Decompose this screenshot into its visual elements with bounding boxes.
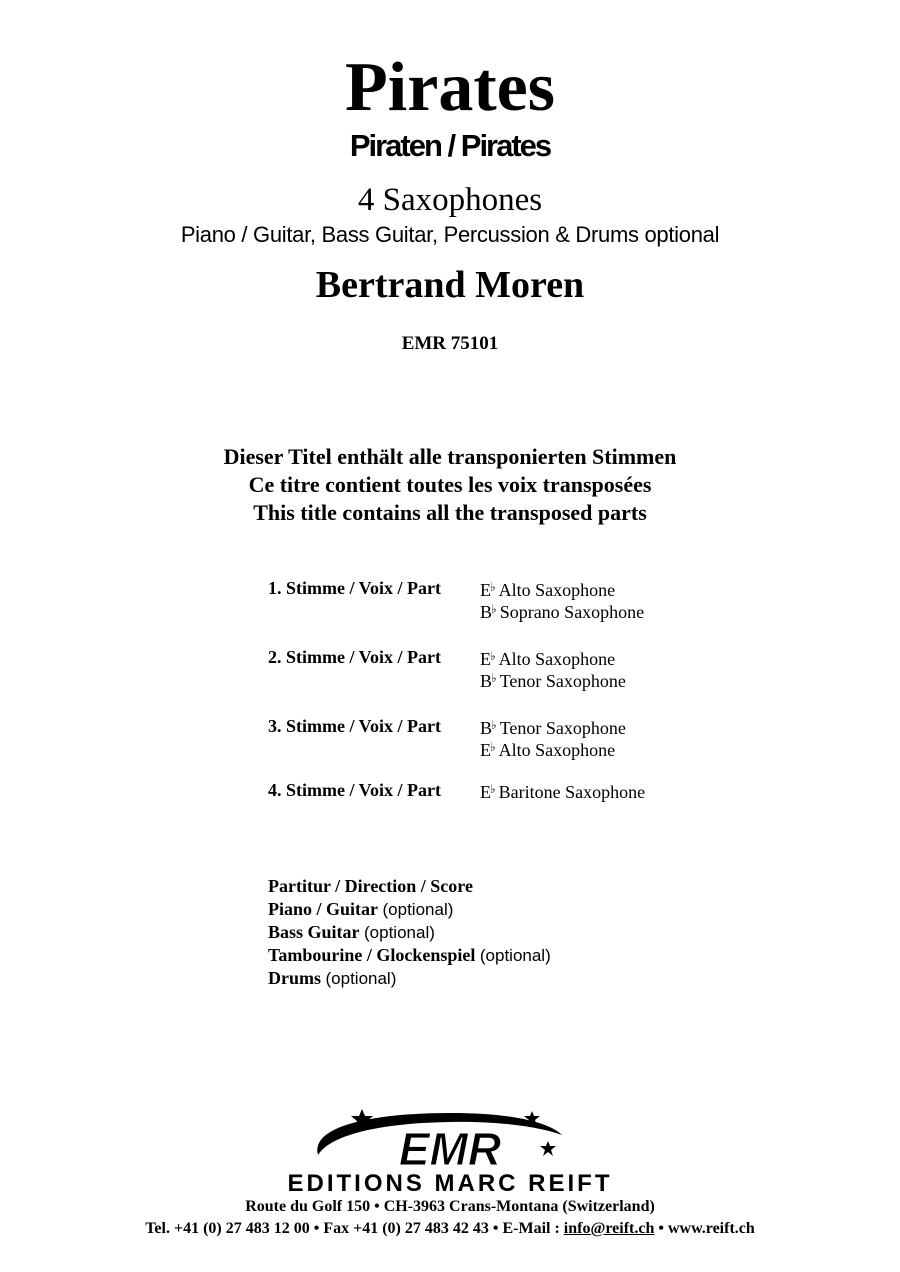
subtitle: Piraten / Pirates [349, 128, 551, 163]
part-instruments [480, 716, 626, 780]
publisher-name: EDITIONS MARC REIFT [287, 1170, 613, 1197]
part-row-2 [268, 647, 788, 716]
flat-icon: ♭ [490, 782, 496, 796]
part-label: 4. Stimme / Voix / Part [268, 780, 441, 800]
part-row-3 [268, 716, 788, 780]
email-link[interactable]: info@reift.ch [563, 1220, 655, 1237]
extra-part-piano-guitar: Piano / Guitar (optional) [268, 899, 454, 919]
publisher-contact: Tel. +41 (0) 27 483 12 00 • Fax +41 (0) 27 483 42 43 • E-Mail : info@reift.ch • www.reift.ch [145, 1220, 755, 1237]
instrumentation: 4 Saxophones [357, 182, 543, 218]
part-instrument: B♭ Tenor Saxophone [480, 718, 626, 738]
extra-part-tambourine-glockenspiel: Tambourine / Glockenspiel (optional) [268, 945, 551, 965]
notice-french: Ce titre contient toutes les voix transposées [248, 472, 652, 497]
flat-icon: ♭ [490, 740, 496, 754]
extra-part-score: Partitur / Direction / Score [268, 876, 473, 896]
part-instruments [480, 780, 645, 802]
emr-logo [300, 1105, 600, 1171]
optional-instruments: Piano / Guitar, Bass Guitar, Percussion & Drums optional [180, 222, 720, 247]
notice-german: Dieser Titel enthält alle transponierten Stimmen [223, 444, 677, 469]
part-instrument: B♭ Soprano Saxophone [480, 602, 645, 622]
flat-icon: ♭ [491, 602, 497, 616]
publisher-address: Route du Golf 150 • CH-3963 Crans-Montana (Switzerland) [245, 1198, 655, 1215]
part-instrument: E♭ Alto Saxophone [480, 740, 616, 760]
parts-list [268, 578, 788, 802]
composer: Bertrand Moren [315, 264, 585, 306]
part-instrument: E♭ Alto Saxophone [480, 649, 616, 669]
part-instrument: B♭ Tenor Saxophone [480, 671, 626, 691]
extra-parts-list [268, 875, 551, 990]
title: Pirates [345, 49, 555, 126]
flat-icon: ♭ [490, 649, 496, 663]
flat-icon: ♭ [491, 671, 497, 685]
part-instruments [480, 647, 626, 716]
extra-part-drums: Drums (optional) [268, 968, 397, 988]
flat-icon: ♭ [490, 580, 496, 594]
part-instrument: E♭ Alto Saxophone [480, 580, 616, 600]
catalog-number: EMR 75101 [401, 333, 499, 354]
part-label: 1. Stimme / Voix / Part [268, 578, 441, 598]
part-instruments [480, 578, 644, 647]
transposed-parts-notice [0, 443, 900, 527]
flat-icon: ♭ [491, 718, 497, 732]
logo-text: EMR [398, 1123, 502, 1171]
notice-english: This title contains all the transposed parts [253, 500, 647, 525]
part-label: 2. Stimme / Voix / Part [268, 647, 441, 667]
part-row-4 [268, 780, 788, 802]
extra-part-bass-guitar: Bass Guitar (optional) [268, 922, 435, 942]
part-instrument: E♭ Baritone Saxophone [480, 782, 646, 802]
part-row-1 [268, 578, 788, 647]
part-label: 3. Stimme / Voix / Part [268, 716, 441, 736]
star-icon [540, 1141, 556, 1156]
